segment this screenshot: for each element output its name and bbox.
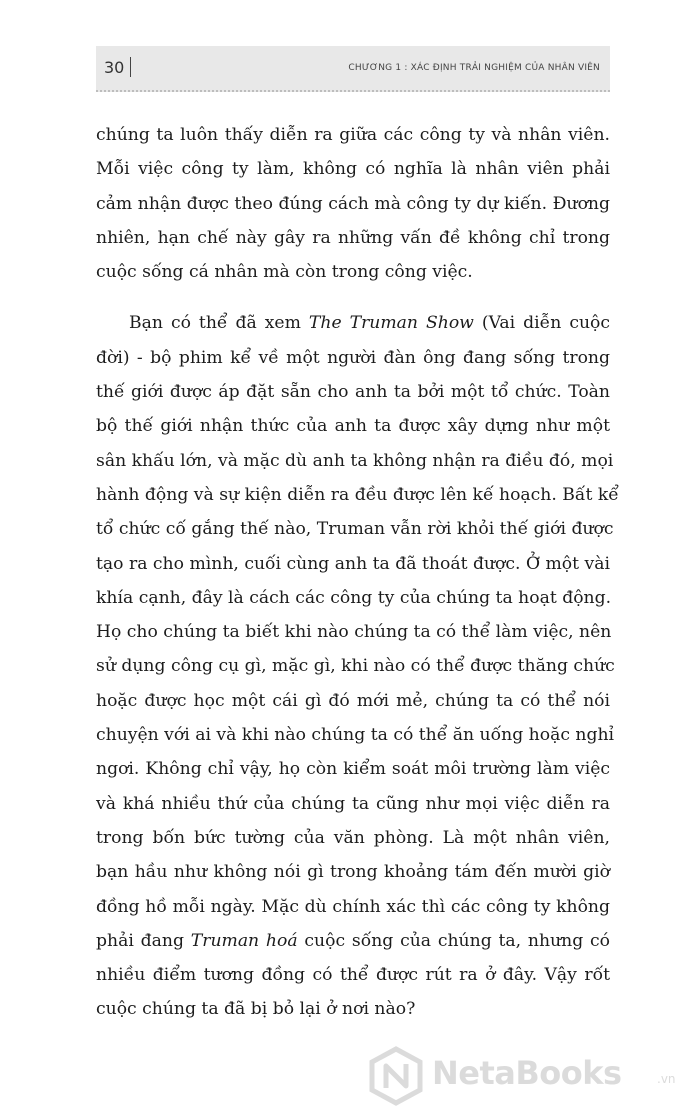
text-line: tạo ra cho mình, cuối cùng anh ta đã thoát được. Ở một vài <box>96 553 610 574</box>
paragraph-2 <box>96 306 619 1026</box>
page-number: 30 <box>104 58 125 77</box>
text-run: Bạn có thể đã xem <box>129 313 309 334</box>
text-line: bộ thế giới nhận thức của anh ta được xây dựng như một <box>96 416 610 437</box>
watermark-suffix: .vn <box>657 1072 676 1086</box>
text-line: đời) - bộ phim kể về một người đàn ông đang sống trong <box>96 347 610 368</box>
text-line: ngơi. Không chỉ vậy, họ còn kiểm soát môi trường làm việc <box>96 759 610 780</box>
text-line <box>96 924 610 958</box>
text-line: Mỗi việc công ty làm, không có nghĩa là nhân viên phải <box>96 159 610 180</box>
text-line: chuyện với ai và khi nào chúng ta có thể ăn uống hoặc nghỉ <box>96 725 615 746</box>
watermark <box>366 1046 676 1106</box>
text-line: tổ chức cố gắng thế nào, Truman vẫn rời khỏi thế giới được <box>96 519 614 540</box>
page-body <box>96 118 619 1044</box>
text-line: thế giới được áp đặt sẵn cho anh ta bởi một tổ chức. Toàn <box>96 382 610 403</box>
paragraph-1 <box>96 118 610 289</box>
text-line: nhiều điểm tương đồng có thể được rút ra ở đây. Vậy rốt <box>96 965 610 986</box>
text-line: đồng hồ mỗi ngày. Mặc dù chính xác thì các công ty không <box>96 896 610 917</box>
text-line: cuộc sống cá nhân mà còn trong công việc. <box>96 262 473 283</box>
text-line <box>96 306 610 340</box>
text-line: hành động và sự kiện diễn ra đều được lên kế hoạch. Bất kể <box>96 484 619 505</box>
text-line: sân khấu lớn, và mặc dù anh ta không nhận ra điều đó, mọi <box>96 450 614 471</box>
text-line: cảm nhận được theo đúng cách mà công ty dự kiến. Đương <box>96 193 610 214</box>
text-run: phải đang <box>96 930 191 951</box>
text-run: (Vai diễn cuộc <box>473 313 610 334</box>
text-line: khía cạnh, đây là cách các công ty của chúng ta hoạt động. <box>96 587 612 608</box>
text-line: cuộc chúng ta đã bị bỏ lại ở nơi nào? <box>96 999 416 1020</box>
emphasis: Truman hoá <box>190 930 298 951</box>
text-run: cuộc sống của chúng ta, nhưng có <box>297 930 610 951</box>
text-line: sử dụng công cụ gì, mặc gì, khi nào có thể được thăng chức <box>96 656 615 677</box>
text-line: nhiên, hạn chế này gây ra những vấn đề không chỉ trong <box>96 227 610 248</box>
text-line: Họ cho chúng ta biết khi nào chúng ta có thể làm việc, nên <box>96 622 612 643</box>
text-line: bạn hầu như không nói gì trong khoảng tám đến mười giờ <box>96 862 610 883</box>
running-header <box>96 46 610 92</box>
text-line: hoặc được học một cái gì đó mới mẻ, chúng ta có thể nói <box>96 690 610 711</box>
text-line: trong bốn bức tường của văn phòng. Là một nhân viên, <box>96 827 610 848</box>
netabooks-logo-icon <box>366 1046 426 1106</box>
chapter-title: CHƯƠNG 1 : XÁC ĐỊNH TRẢI NGHIỆM CỦA NHÂN VIÊN <box>348 63 600 73</box>
header-divider <box>130 57 131 77</box>
watermark-brand: NetaBooks <box>432 1054 622 1092</box>
film-title: The Truman Show <box>308 313 474 334</box>
text-line: chúng ta luôn thấy diễn ra giữa các công ty và nhân viên. <box>96 125 610 145</box>
text-line: và khá nhiều thứ của chúng ta cũng như mọi việc diễn ra <box>96 793 610 814</box>
